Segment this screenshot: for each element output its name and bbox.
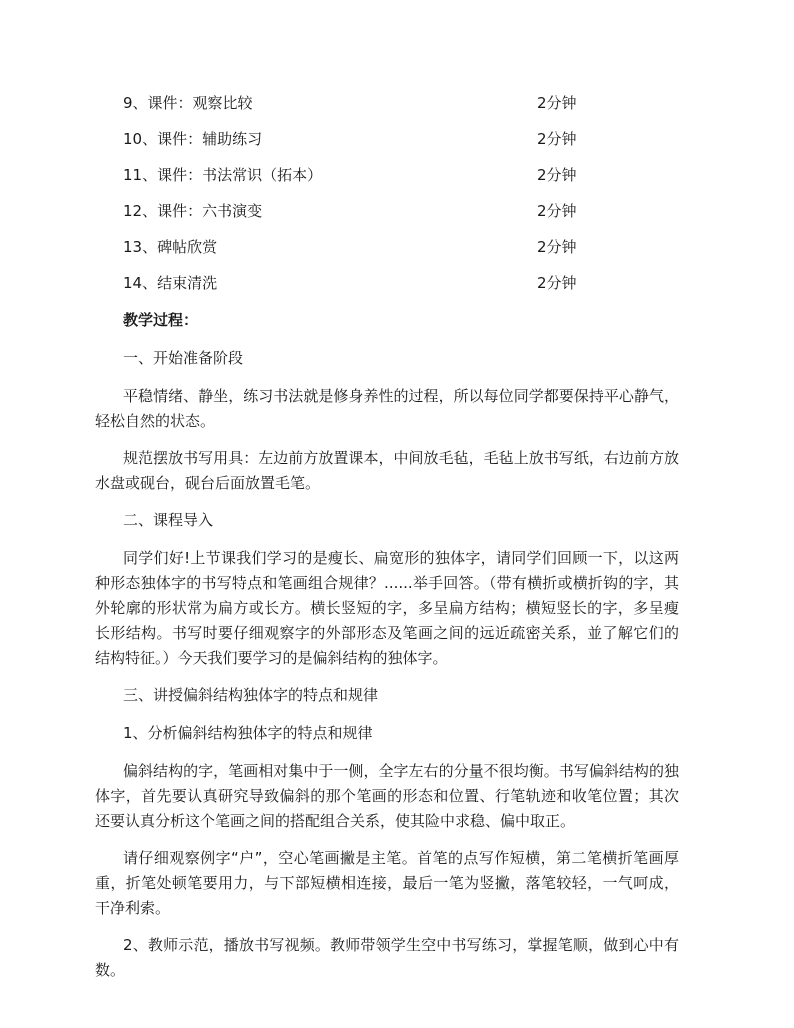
schedule-item-duration: 2分钟 — [537, 274, 577, 292]
schedule-row — [123, 164, 683, 200]
schedule-item-label: 9、课件：观察比较 — [123, 94, 253, 112]
process-title: 教学过程： — [123, 311, 199, 329]
paragraph: 偏斜结构的字，笔画相对集中于一侧，全字左右的分量不很均衡。书写偏斜结构的独体字，首先要认真研究导致偏斜的那个笔画的形态和位置、行笔轨迹和收笔位置；其次还要认真分析这个笔画之间的搭配组合关系，使其险中求稳、偏中取正。 — [95, 762, 679, 830]
schedule-item-duration: 2分钟 — [537, 166, 577, 184]
paragraph: 规范摆放书写用具：左边前方放置课本，中间放毛毡，毛毡上放书写纸，右边前方放水盘或砚台，砚台后面放置毛笔。 — [95, 449, 679, 492]
schedule-row — [123, 236, 683, 272]
paragraph: 请仔细观察例字“户”，空心笔画撇是主笔。首笔的点写作短横，第二笔横折笔画厚重，折笔处顿笔要用力，与下部短横相连接，最后一笔为竖撇，落笔较轻，一气呵成，干净利索。 — [95, 849, 679, 917]
schedule-item-label: 14、结束清洗 — [123, 274, 218, 292]
schedule-row — [123, 92, 683, 128]
paragraph: 2、教师示范，播放书写视频。教师带领学生空中书写练习，掌握笔顺，做到心中有数。 — [95, 936, 679, 979]
subsection-heading-analysis: 1、分析偏斜结构独体字的特点和规律 — [123, 724, 373, 742]
schedule-item-label: 11、课件：书法常识（拓本） — [123, 166, 323, 184]
schedule-list — [123, 92, 683, 308]
schedule-item-duration: 2分钟 — [537, 130, 577, 148]
schedule-item-label: 13、碑帖欣赏 — [123, 238, 218, 256]
schedule-item-duration: 2分钟 — [537, 94, 577, 112]
schedule-item-label: 12、课件：六书演变 — [123, 202, 263, 220]
schedule-item-duration: 2分钟 — [537, 202, 577, 220]
section-heading-lecture: 三、讲授偏斜结构独体字的特点和规律 — [123, 686, 379, 704]
section-heading-preparation: 一、开始准备阶段 — [123, 349, 244, 367]
schedule-item-label: 10、课件：辅助练习 — [123, 130, 263, 148]
schedule-row — [123, 200, 683, 236]
schedule-row — [123, 128, 683, 164]
section-heading-introduction: 二、课程导入 — [123, 511, 214, 529]
teaching-process — [95, 308, 683, 995]
paragraph: 同学们好!上节课我们学习的是瘦长、扁宽形的独体字，请同学们回顾一下，以这两种形态独体字的书写特点和笔画组合规律？......举手回答。（带有横折或横折钩的字，其外轮廓的形状常为扁方或长方。横长竖短的字，多呈扁方结构；横短竖长的字，多呈瘦长形结构。书写时要仔细观察字的外部形态及笔画之间的远近疏密关系，並了解它们的结构特征。）今天我们要学习的是偏斜结构的独体字。 — [95, 549, 679, 667]
schedule-item-duration: 2分钟 — [537, 238, 577, 256]
schedule-row — [123, 272, 683, 308]
paragraph: 平稳情绪、静坐，练习书法就是修身养性的过程，所以每位同学都要保持平心静气，轻松自然的状态。 — [95, 387, 679, 430]
